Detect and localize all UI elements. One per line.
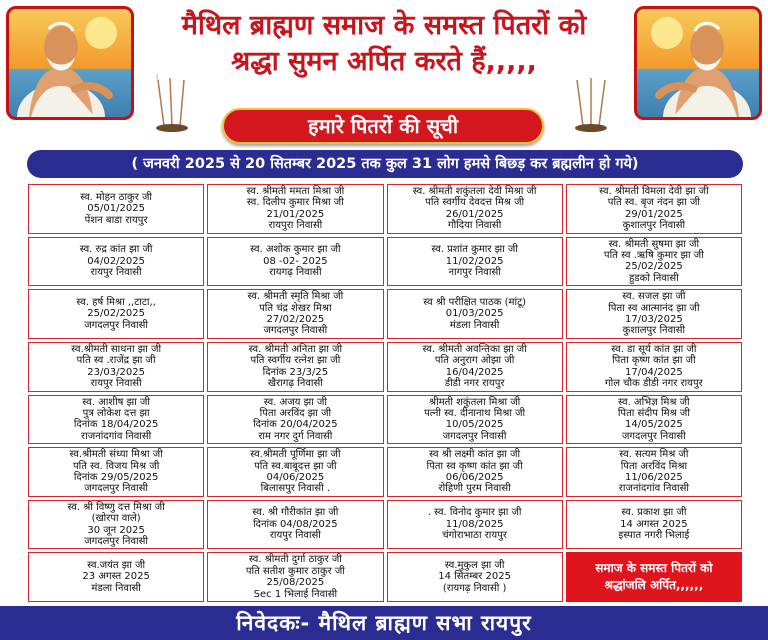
entry-detail: पिता स्व कृष्ण कांत झा जी	[426, 460, 523, 472]
entry-detail: 06/06/2025	[445, 471, 504, 483]
ancestor-entry	[387, 342, 563, 392]
entry-detail: दिनांक 04/08/2025	[253, 518, 338, 530]
entry-detail: राजनांदगांव निवासी	[81, 430, 152, 442]
ancestor-entry	[207, 500, 383, 550]
entry-detail: रायपुर निवासी	[90, 378, 142, 390]
entry-detail: पिता कृष्ण कांत झा जी	[612, 355, 696, 367]
ancestor-entry	[28, 237, 204, 287]
entry-detail: पिता संदीप मिश्र जी	[617, 407, 690, 419]
entry-name: स्व. सत्यम मिश्र जी	[619, 449, 689, 461]
title-line-1: मैथिल ब्राह्मण समाज के समस्त पितरों को	[181, 10, 587, 41]
ancestor-entry	[387, 237, 563, 287]
entry-name: स्व. श्रीमती ममता मिश्रा जी	[246, 186, 345, 197]
page-title	[140, 8, 628, 80]
ancestor-entry	[387, 289, 563, 339]
entry-detail: जगदलपुर निवासी	[622, 430, 686, 442]
entry-detail: चंगोराभाठा रायपुर	[442, 530, 507, 542]
entry-detail: 08 -02- 2025	[263, 255, 328, 267]
entry-detail: पिता अरविंद झा जी	[259, 407, 332, 419]
ancestor-entry	[387, 395, 563, 445]
entry-detail: पुत्र लोकेश दत्त झा	[82, 407, 150, 419]
right-portrait-image	[634, 6, 762, 120]
entry-name: स्व. अजय झा जी	[263, 396, 327, 408]
entry-detail: 01/03/2025	[445, 308, 504, 320]
ancestors-list-badge: हमारे पितरों की सूची	[222, 108, 544, 144]
entry-name: स्व. प्रशांत कुमार झा जी	[431, 244, 518, 256]
ancestor-entry	[207, 289, 383, 339]
entry-detail: पिता अरविंद मिश्रा	[620, 460, 688, 472]
ancestor-entry	[28, 342, 204, 392]
title-line-2: श्रद्धा सुमन अर्पित करते हैं,,,,,	[231, 46, 537, 77]
entry-detail: (रायगढ़ निवासी )	[442, 582, 507, 594]
entry-detail: पत्नी स्व. दीनानाथ मिश्रा जी	[424, 407, 526, 419]
entry-detail: जगदलपुर निवासी	[84, 535, 148, 547]
entry-name: स्व. सजल झा जी	[622, 291, 686, 303]
entry-name: स्व. मोहन ठाकुर जी	[80, 191, 153, 203]
entry-detail: जगदलपुर निवासी	[442, 430, 507, 442]
entry-detail: मंडला निवासी	[449, 319, 500, 331]
entry-name: स्व.श्रीमती पूर्णिमा झा जी	[250, 449, 341, 461]
entry-detail: रायपुर निवासी	[269, 530, 321, 542]
incense-sticks-icon	[565, 74, 615, 134]
entry-name: स्व. श्रीमती विमला देवी झा जी	[599, 186, 709, 197]
ancestor-entry	[566, 447, 742, 497]
entry-detail: कुशालपुर निवासी	[622, 220, 686, 232]
entry-detail: पति स्वर्गीय रत्नेश झा जी	[250, 355, 341, 367]
entry-detail: पेंशन बाडा रायपुर	[84, 214, 148, 226]
date-range-banner: ( जनवरी 2025 से 20 सितम्बर 2025 तक कुल 31 लोग हमसे बिछड़ कर ब्रह्मलीन हो गये)	[27, 150, 743, 178]
entry-name: स्व.जयंत झा जी	[87, 560, 146, 572]
entry-detail: पति सतीश कुमार ठाकुर जी	[245, 565, 345, 577]
entry-detail: 11/02/2025	[445, 255, 504, 267]
entry-detail: 25/02/2025	[87, 308, 145, 320]
entry-detail: दिनांक 23/3/25	[262, 366, 329, 378]
ancestor-entry	[207, 395, 383, 445]
ancestor-entry	[387, 552, 563, 602]
entry-name: श्रीमती शकुंतला मिश्रा जी	[428, 396, 521, 408]
entry-detail: 10/05/2025	[445, 419, 504, 431]
entry-name: स्व. श्रीमती दुर्गा ठाकुर जी	[248, 554, 342, 566]
ancestor-entry	[566, 342, 742, 392]
entry-detail: 04/02/2025	[87, 255, 145, 267]
entry-detail: दिनांक 18/04/2025	[73, 419, 159, 431]
ancestor-entry	[207, 184, 383, 234]
footer-banner: निवेदकः- मैथिल ब्राह्मण सभा रायपुर	[0, 606, 768, 640]
entry-detail: गौदिया निवासी	[447, 220, 502, 232]
entry-detail: 25/02/2025	[625, 261, 683, 273]
entry-detail: खैरागढ़ निवासी	[267, 378, 323, 390]
ancestor-entry	[566, 237, 742, 287]
entry-detail: पति चंद्र शेखर मिश्रा	[259, 302, 332, 314]
entry-detail: पति स्व .ऋषि कुमार झा जी	[603, 250, 704, 262]
entry-name: स्व श्री लक्ष्मी कांत झा जी	[429, 449, 521, 461]
entry-name: स्व. डा सूर्य कांत झा जी	[611, 343, 697, 355]
ancestor-entry	[28, 552, 204, 602]
entry-name: स्व. श्रीमती सुषमा झा जी	[608, 238, 700, 250]
entry-detail: 25/08/2025	[266, 577, 325, 589]
entry-detail: रायपुरा निवासी	[268, 220, 323, 232]
entry-detail: पिता स्व आत्मानंद झा जी	[608, 302, 700, 314]
entry-detail: 14 अगस्त 2025	[620, 518, 688, 530]
entry-detail: 26/01/2025	[445, 208, 504, 220]
ancestors-grid	[28, 184, 742, 602]
entry-name: स्व श्री परीक्षित पाठक (मांटू)	[423, 296, 527, 308]
entry-detail: हुडको निवासी	[629, 272, 679, 284]
entry-detail: पति अनुराग ओझा जी	[434, 355, 515, 367]
entry-detail: 29/01/2025	[625, 208, 683, 220]
entry-detail: 05/01/2025	[87, 203, 145, 215]
ancestor-entry	[387, 500, 563, 550]
entry-detail: दिनांक 20/04/2025	[253, 419, 338, 431]
ancestor-entry	[566, 289, 742, 339]
entry-detail: 30 जून 2025	[87, 524, 145, 536]
ancestor-entry	[28, 395, 204, 445]
entry-detail: 17/03/2025	[625, 314, 683, 326]
entry-name: स्व. श्रीमती स्मृति मिश्रा जी	[247, 291, 344, 303]
ancestor-entry	[566, 500, 742, 550]
entry-name: स्व. आशीष झा जी	[82, 396, 150, 408]
entry-name: स्व. रुद्र कांत झा जी	[79, 244, 153, 256]
ancestor-entry	[207, 342, 383, 392]
incense-sticks-icon	[150, 74, 200, 134]
entry-name: स्व.श्रीमती संध्या मिश्रा जी	[69, 449, 163, 461]
entry-name: स्व. श्रीमती अवन्तिका झा जी	[422, 343, 527, 355]
ancestor-entry	[28, 184, 204, 234]
ancestor-entry	[566, 184, 742, 234]
entry-detail: पति स्व.बाबूदत्त झा जी	[254, 460, 337, 472]
entry-detail: रोहिणी पुरम निवासी	[438, 483, 511, 495]
entry-name: स्व.मुकुल झा जी	[444, 560, 505, 572]
ancestor-entry	[387, 184, 563, 234]
entry-name: स्व.श्रीमती साधना झा जी	[71, 343, 162, 355]
entry-name: स्व. हर्ष मिश्रा ,,टाटा,,	[76, 296, 156, 308]
ancestor-entry	[566, 395, 742, 445]
entry-detail: 23 अगस्त 2025	[82, 571, 150, 583]
ancestor-entry	[28, 447, 204, 497]
entry-detail: 17/04/2025	[625, 366, 683, 378]
entry-name: स्व. अभिज्ञ मिश्र जी	[618, 396, 690, 408]
entry-detail: नागपुर निवासी	[448, 267, 501, 279]
ancestor-entry	[207, 552, 383, 602]
entry-detail: स्व. दिलीप कुमार मिश्रा जी	[246, 197, 344, 209]
left-portrait-image	[6, 6, 134, 120]
entry-detail: श्रद्धांजलि अर्पित,,,,,,	[604, 578, 704, 593]
ancestor-entry	[28, 289, 204, 339]
entry-detail: रायगढ़ निवासी	[269, 267, 322, 279]
ancestor-entry	[28, 500, 204, 550]
entry-detail: डीडी नगर रायपुर	[444, 378, 505, 390]
entry-name: स्व. श्री विष्णु दत्त मिश्रा जी	[67, 501, 165, 513]
entry-name: स्व. श्रीमती अनिता झा जी	[248, 343, 343, 355]
entry-name: स्व. श्रीमती शकुंतला देवी मिश्रा जी	[412, 186, 537, 197]
entry-detail: (खोरपा वाले)	[91, 513, 141, 525]
entry-detail: जगदलपुर निवासी	[263, 325, 328, 337]
entry-detail: 04/06/2025	[266, 471, 325, 483]
entry-name: समाज के समस्त पितरों को	[595, 561, 713, 576]
entry-detail: 11/06/2025	[625, 471, 683, 483]
entry-detail: रायपुर निवासी	[90, 267, 142, 279]
tribute-message-cell	[566, 552, 742, 602]
entry-detail: पति स्व .राजेंद्र झा जी	[76, 355, 156, 367]
entry-detail: पति स्व. बृज नंदन झा जी	[607, 197, 700, 209]
entry-detail: राजनांदगांव निवासी	[618, 483, 689, 495]
entry-detail: 27/02/2025	[266, 314, 325, 326]
ancestor-entry	[387, 447, 563, 497]
entry-detail: मंडला निवासी	[91, 582, 141, 594]
ancestor-entry	[207, 237, 383, 287]
entry-name: स्व. श्री गौरीकांत झा जी	[252, 507, 339, 519]
entry-detail: Sec 1 भिलाई निवासी	[253, 588, 338, 600]
entry-name: स्व. प्रकाश झा जी	[621, 507, 687, 519]
entry-detail: दिनांक 29/05/2025	[73, 471, 159, 483]
entry-detail: जगदलपुर निवासी	[84, 319, 148, 331]
entry-detail: 21/01/2025	[266, 208, 325, 220]
entry-detail: 11/08/2025	[445, 518, 504, 530]
entry-name: स्व. अशोक कुमार झा जी	[250, 244, 341, 256]
entry-detail: राम नगर दुर्ग निवासी	[258, 430, 333, 442]
ancestor-entry	[207, 447, 383, 497]
entry-detail: जगदलपुर निवासी	[84, 483, 148, 495]
entry-detail: गोल चौक डीडी नगर रायपुर	[605, 378, 703, 390]
entry-detail: 16/04/2025	[445, 366, 504, 378]
entry-detail: कुशालपुर निवासी	[622, 325, 686, 337]
entry-detail: 14/05/2025	[625, 419, 683, 431]
praying-sage-icon	[9, 9, 131, 117]
entry-detail: पति स्व. विजय मिश्र जी	[72, 460, 160, 472]
praying-sage-icon	[637, 9, 759, 117]
entry-detail: 23/03/2025	[87, 366, 145, 378]
entry-name: . स्व. विनोद कुमार झा जी	[427, 507, 522, 519]
entry-detail: बिलासपुर निवासी .	[260, 483, 331, 495]
entry-detail: 14 सितम्बर 2025	[438, 571, 511, 583]
entry-detail: इस्पात नगरी भिलाई	[618, 530, 690, 542]
entry-detail: पति स्वर्गीय देवदत्त मिश्र जी	[425, 197, 525, 209]
